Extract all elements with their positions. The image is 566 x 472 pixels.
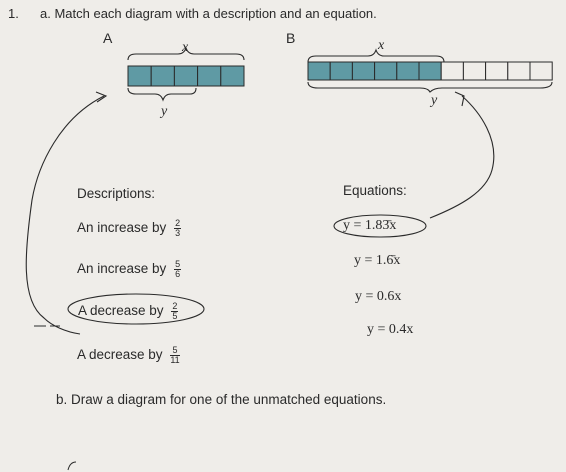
tape-a-cell-5 bbox=[221, 66, 244, 86]
description-text: An increase by bbox=[77, 220, 167, 236]
pencil-mark bbox=[68, 462, 76, 470]
arrowhead-b bbox=[455, 92, 464, 106]
descriptions-heading: Descriptions: bbox=[77, 186, 156, 201]
problem-number: 1. bbox=[8, 6, 19, 21]
diagram-a-bottom-var: y bbox=[161, 104, 168, 119]
fraction: $\frac{2}{3}$ bbox=[175, 218, 181, 238]
equation-item-1: y = 1.83̄x bbox=[343, 218, 397, 233]
tape-a-cell-2 bbox=[151, 66, 174, 86]
tape-b-cell-3 bbox=[352, 62, 374, 80]
description-text: A decrease by bbox=[77, 347, 163, 363]
tape-diagram-a bbox=[128, 48, 244, 100]
tape-b-cell-11 bbox=[530, 62, 552, 80]
brace-x-a bbox=[128, 48, 244, 60]
cells-b bbox=[308, 62, 552, 80]
cells-a bbox=[128, 66, 244, 86]
tape-b-cell-6 bbox=[419, 62, 441, 80]
fraction: $\frac{2}{5}$ bbox=[172, 301, 178, 321]
tape-a-cell-1 bbox=[128, 66, 151, 86]
match-curve-a bbox=[26, 96, 104, 334]
match-curve-b bbox=[430, 96, 494, 218]
diagram-b-bottom-var: y bbox=[431, 93, 438, 108]
tape-b-cell-2 bbox=[330, 62, 352, 80]
tape-a-cell-3 bbox=[174, 66, 197, 86]
diagram-a-label: A bbox=[103, 30, 113, 46]
circle-equation-1 bbox=[334, 215, 426, 237]
tape-b-cell-9 bbox=[486, 62, 508, 80]
brace-y-b bbox=[308, 82, 552, 92]
equations-heading: Equations: bbox=[343, 183, 407, 198]
equation-item-3: y = 0.6x bbox=[355, 289, 402, 304]
tape-b-cell-7 bbox=[441, 62, 463, 80]
description-text: A decrease by bbox=[78, 303, 164, 319]
description-text: An increase by bbox=[77, 261, 167, 277]
tape-b-cell-8 bbox=[463, 62, 485, 80]
diagram-b-label: B bbox=[286, 30, 296, 46]
circle-description-3 bbox=[68, 294, 204, 324]
brace-y-a bbox=[128, 88, 196, 100]
part-b-instruction: b. Draw a diagram for one of the unmatched equations. bbox=[56, 392, 387, 407]
diagram-a-top-var: x bbox=[182, 40, 189, 55]
fraction: $\frac{5}{11}$ bbox=[170, 345, 180, 365]
fraction: $\frac{5}{6}$ bbox=[175, 259, 181, 279]
part-a-instruction: a. Match each diagram with a description and an equation. bbox=[40, 6, 377, 21]
equation-item-2: y = 1.6̄x bbox=[354, 253, 401, 268]
tape-b-cell-10 bbox=[508, 62, 530, 80]
tape-b-cell-5 bbox=[397, 62, 419, 80]
brace-x-b bbox=[308, 50, 444, 62]
equation-item-4: y = 0.4x bbox=[367, 322, 414, 337]
tape-diagram-b bbox=[308, 50, 552, 92]
tape-a-cell-4 bbox=[198, 66, 221, 86]
tape-b-cell-4 bbox=[375, 62, 397, 80]
diagram-b-top-var: x bbox=[378, 38, 385, 53]
tape-b-cell-1 bbox=[308, 62, 330, 80]
